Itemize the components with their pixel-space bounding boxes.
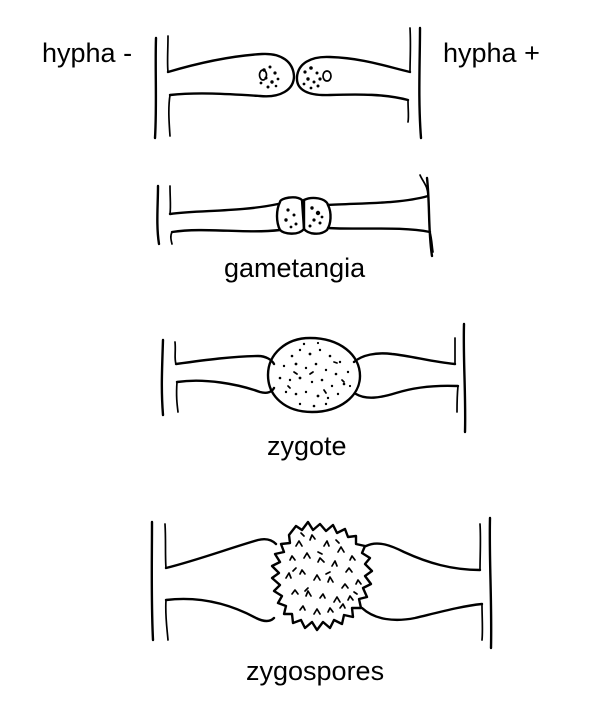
label-hypha-minus: hypha - bbox=[42, 38, 133, 68]
spore-left-hypha-inner bbox=[165, 524, 166, 568]
stage-zygote bbox=[162, 324, 465, 432]
left-progametangium bbox=[168, 54, 294, 96]
left-nuclei bbox=[260, 66, 280, 89]
stage-progametangia bbox=[155, 28, 421, 138]
zyg-left-hypha-inner-lower bbox=[177, 382, 178, 412]
spore-left-hypha-inner-lower bbox=[166, 600, 168, 640]
left-hypha-minus bbox=[155, 38, 156, 138]
zyg-left-hypha-inner bbox=[175, 342, 176, 364]
spore-left-hypha bbox=[152, 522, 153, 640]
zyg-right-suspensor bbox=[354, 353, 458, 397]
stage-gametangia bbox=[157, 175, 433, 256]
label-gametangia: gametangia bbox=[224, 253, 366, 283]
gam-right-suspensor bbox=[328, 196, 430, 232]
label-zygospores: zygospores bbox=[246, 656, 385, 686]
gam-left-hypha bbox=[157, 186, 159, 244]
label-hypha-plus: hypha + bbox=[443, 38, 540, 68]
left-hypha-minus-inner-lower bbox=[169, 95, 170, 136]
right-hypha-plus bbox=[419, 28, 421, 138]
gametangium-right bbox=[304, 198, 331, 234]
gam-left-suspensor bbox=[170, 204, 280, 232]
gam-left-hypha-inner-lower bbox=[171, 232, 172, 244]
zygote-granules bbox=[279, 342, 351, 407]
label-zygote: zygote bbox=[267, 431, 347, 461]
stage-zygospores bbox=[152, 518, 491, 648]
zyg-right-hypha-inner-lower bbox=[457, 386, 458, 412]
spore-right-hypha bbox=[490, 518, 491, 648]
zyg-left-hypha bbox=[162, 340, 163, 415]
zygote bbox=[268, 338, 360, 412]
right-nuclei bbox=[303, 66, 331, 89]
zyg-left-suspensor bbox=[176, 356, 274, 393]
zygospore-warts bbox=[286, 533, 361, 614]
spore-right-suspensor bbox=[362, 544, 482, 620]
zyg-right-hypha bbox=[464, 324, 465, 432]
spore-left-suspensor bbox=[166, 539, 276, 621]
right-progametangium bbox=[297, 57, 410, 100]
